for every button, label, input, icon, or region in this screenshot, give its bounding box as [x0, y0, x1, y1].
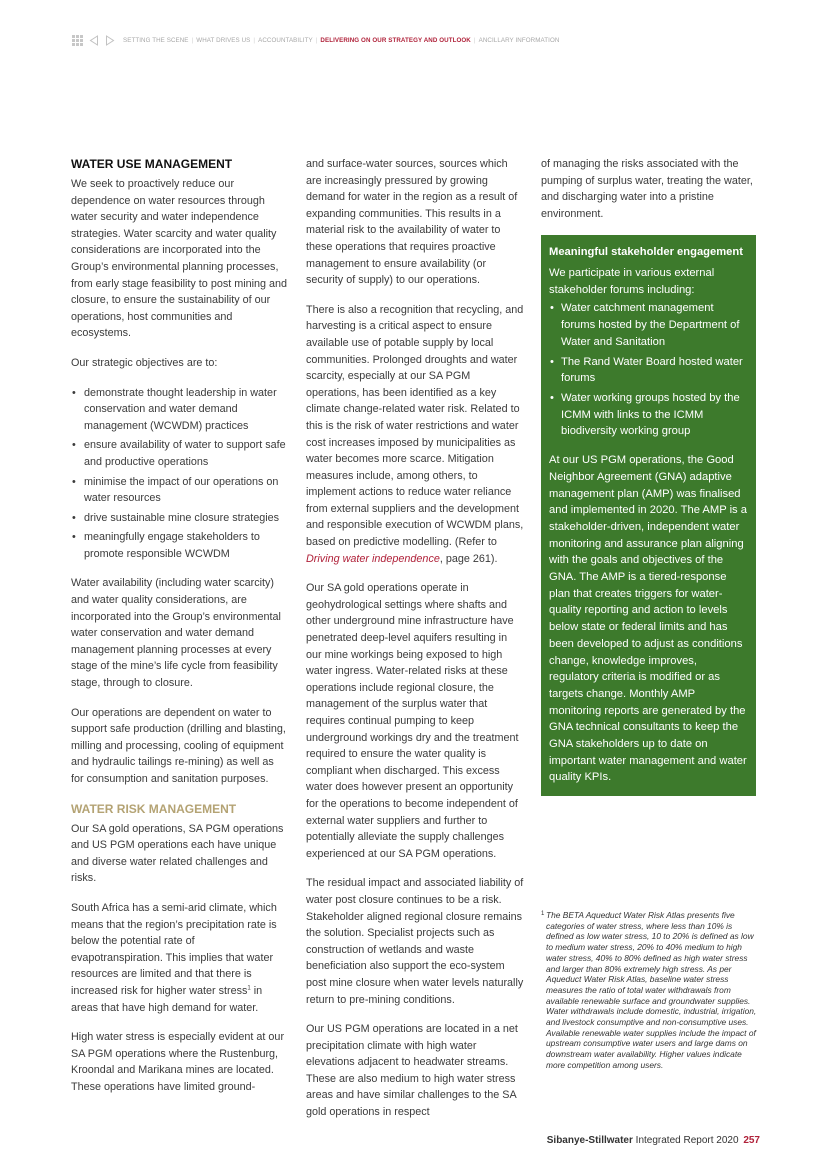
column-right — [541, 156, 756, 796]
paragraph: Our operations are dependent on water to support safe production (drilling and blasting, milling and processing, cooling of equipment and hydraulic tailings re-mining) as well as for consumption and sanitation purposes. — [71, 706, 286, 785]
section-heading-water-use: WATER USE MANAGEMENT — [71, 157, 233, 171]
footer-brand: Sibanye-Stillwater — [546, 1135, 633, 1146]
list-item: • The Rand Water Board hosted water forums — [549, 354, 747, 387]
box-paragraph: At our US PGM operations, the Good Neighbor Agreement (GNA) adaptive management plan (AMP) was finalised and implemented in 2020. The AMP is a stakeholder-driven, independent water monitoring and assurance plan aligning with the goals and objectives of the GNA. The AMP is a tiered-response plan that creates triggers for water-quality reporting and action to levels below state or federal limits and has been developed to adjust as conditions change, knowledge improves, regulatory criteria is modified or as targets change. Monthly AMP monitoring reports are generated by the GNA technical consultants to keep the GNA stakeholders up to date on important water management and water quality KPIs. — [549, 454, 747, 784]
forum-list — [549, 300, 747, 440]
footnote — [541, 910, 759, 1071]
nav-link-what-drives-us[interactable]: WHAT DRIVES US — [196, 37, 251, 44]
column-middle — [306, 156, 524, 1134]
list-item: • minimise the impact of our operations on water resources — [71, 474, 289, 507]
paragraph: The residual impact and associated liability of water post closure continues to be a risk. Stakeholder aligned regional closure remains the solution. Specialist projects such as construction of wetlands and waste beneficiation also support the eco-system post mine closure when water levels naturally return to pre-mining conditions. — [306, 877, 524, 1006]
paragraph: Our SA gold operations operate in geohydrological settings where shafts and other underground mine infrastructure have penetrated deep-level aquifers resulting in our mine workings being exposed to high water ingress. Water-related risks at these operations include regional closure, the management of the surplus water that requires continual pumping to keep underground workings dry and the treatment required to ensure the water quality is compliant when discharged. This excess water does however present an opportunity for the operations to become independent of external water suppliers and further to potentially alleviate the supply challenges experienced at our SA PGM operations. — [306, 582, 519, 860]
footnote-text: The BETA Aqueduct Water Risk Atlas presents five categories of water stress, where less than 10% is defined as low water stress, 10 to 20% is defined as low to medium water stress, 20% to 40% medium to high water stress, 40% to 80% defined as high water stress and larger than 80% extremely high stress. As per Aqueduct Water Risk Atlas, baseline water stress measures the ratio of total water withdrawals from available renewable surface and groundwater supplies. Water withdrawals include domestic, industrial, irrigation, and livestock consumptive and non-consumptive uses. Available renewable water supplies include the impact of upstream consumptive water users and large dams on downstream water availability. Higher values indicate more competition among users. — [546, 910, 757, 1070]
footnote-number: 1 — [541, 911, 545, 917]
nav-link-accountability[interactable]: ACCOUNTABILITY — [258, 37, 313, 44]
page-number: 257 — [743, 1135, 760, 1146]
list-item: • drive sustainable mine closure strategies — [71, 510, 289, 527]
list-item: • Water catchment management forums hosted by the Department of Water and Sanitation — [549, 300, 747, 350]
nav-link-ancillary-information[interactable]: ANCILLARY INFORMATION — [478, 37, 560, 44]
next-page-icon[interactable] — [105, 35, 115, 46]
grid-menu-icon[interactable] — [71, 35, 83, 46]
nav-separator: | — [315, 37, 318, 44]
paragraph: South Africa has a semi-arid climate, which means that the region’s precipitation rate is below the potential rate of evapotranspiration. This implies that water resources are limited and that there is increased risk for higher water stress$^1$ in areas that have high demand for water. — [71, 901, 277, 1014]
paragraph: High water stress is especially evident at our SA PGM operations where the Rustenburg, Kroondal and Marikana mines are located. These operations have limited ground- — [71, 1031, 285, 1093]
paragraph: Water availability (including water scarcity) and water quality considerations, are incorporated into the Group’s environmental water conservation and water demand management planning processes at every stage of the mine’s life cycle from feasibility stage, through to closure. — [71, 577, 281, 690]
objectives-list — [71, 385, 289, 563]
footer-report-title: Integrated Report 2020 — [635, 1135, 739, 1146]
list-item: • ensure availability of water to support safe and productive operations — [71, 437, 289, 470]
paragraph: Our strategic objectives are to: — [71, 356, 218, 369]
paragraph: and surface-water sources, sources which are increasingly pressured by growing demand for water in the region as a result of expanding communities. This results in a material risk to the availability of water to these operations that requires proactive management to ensure availability (or security of supply) to our operations. — [306, 158, 518, 287]
box-title: Meaningful stakeholder engagement — [549, 246, 743, 259]
section-heading-water-risk: WATER RISK MANAGEMENT — [71, 801, 237, 816]
list-item: • meaningfully engage stakeholders to promote responsible WCWDM — [71, 529, 289, 562]
footnote-reference[interactable]: 1 — [247, 985, 251, 992]
stakeholder-engagement-box — [541, 235, 756, 796]
box-intro: We participate in various external stakeholder forums including: — [549, 267, 715, 296]
column-left — [71, 156, 289, 1109]
nav-separator: | — [473, 37, 476, 44]
paragraph: There is also a recognition that recycling, and harvesting is a critical aspect to ensure available use of potable supply by local communities. Prolonged droughts and water scarcity, especially at our SA PGM operations, has been identified as a key climate change-related water risk. Related to this is the risk of water restrictions and water cost increases imposed by municipalities as water becomes more scarce. Mitigation measures include, among others, to implement actions to reduce water reliance from external suppliers and the development and responsible execution of WCWDM plans, based on predictive modelling. (Refer to Driving water independence, page 261). — [306, 303, 524, 565]
nav-link-setting-the-scene[interactable]: SETTING THE SCENE — [123, 37, 189, 44]
nav-separator: | — [191, 37, 194, 44]
list-item: • Water working groups hosted by the ICMM with links to the ICMM biodiversity working group — [549, 390, 747, 440]
breadcrumb — [123, 37, 559, 44]
list-item: • demonstrate thought leadership in water conservation and water demand management (WCWDM) practices — [71, 385, 289, 435]
nav-separator: | — [253, 37, 256, 44]
paragraph: Our SA gold operations, SA PGM operations and US PGM operations each have unique and diverse water related challenges and risks. — [71, 822, 284, 885]
paragraph: of managing the risks associated with the pumping of surplus water, treating the water, and discharging water into a pristine environment. — [541, 158, 753, 220]
paragraph: Our US PGM operations are located in a net precipitation climate with high water elevations adjacent to headwater streams. These are also medium to high water stress areas and have similar challenges to the SA gold operations in respect — [306, 1023, 518, 1119]
paragraph: We seek to proactively reduce our dependence on water resources through water security and water independence strategies. Water scarcity and water quality considerations are incorporated into the Group’s environmental planning processes, from early stage feasibility to post mining and closure, to ensure the sustainability of our operations, host communities and ecosystems. — [71, 178, 288, 340]
driving-water-independence-link[interactable]: Driving water independence — [306, 552, 440, 565]
previous-page-icon[interactable] — [89, 35, 99, 46]
page-footer — [547, 1135, 760, 1146]
nav-link-delivering-on-strategy[interactable]: DELIVERING ON OUR STRATEGY AND OUTLOOK — [320, 37, 471, 44]
top-navigation — [71, 35, 559, 46]
